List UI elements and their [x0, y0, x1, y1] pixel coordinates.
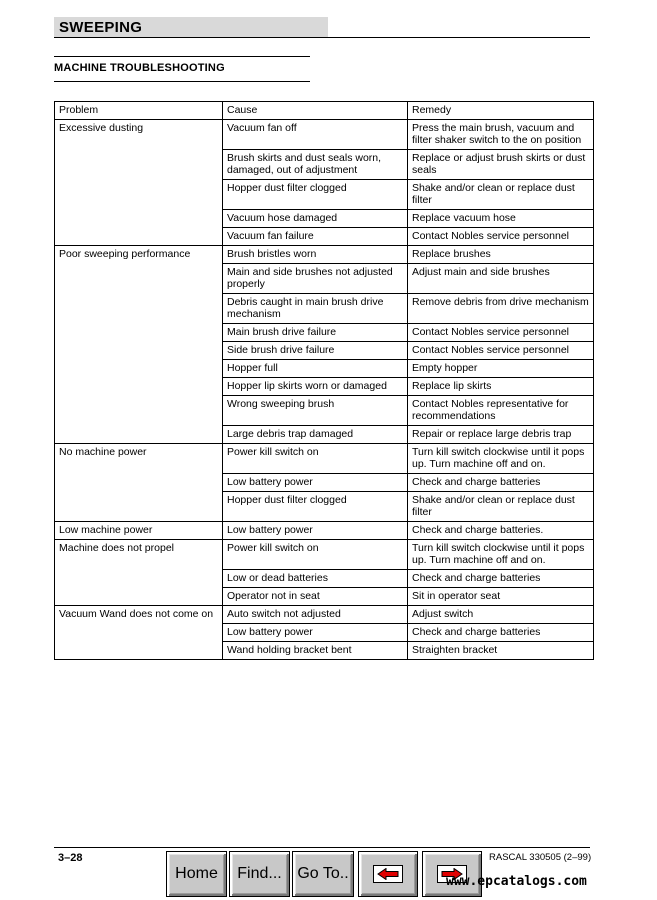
- remedy-cell: Sit in operator seat: [408, 588, 594, 606]
- cause-cell: Brush bristles worn: [223, 246, 408, 264]
- header-remedy: Remedy: [408, 102, 594, 120]
- cause-cell: Hopper lip skirts worn or damaged: [223, 378, 408, 396]
- goto-button[interactable]: [292, 851, 354, 897]
- remedy-cell: Check and charge batteries: [408, 570, 594, 588]
- table-row: [55, 246, 594, 264]
- remedy-cell: Remove debris from drive mechanism: [408, 294, 594, 324]
- cause-cell: Side brush drive failure: [223, 342, 408, 360]
- remedy-cell: Replace vacuum hose: [408, 210, 594, 228]
- remedy-cell: Repair or replace large debris trap: [408, 426, 594, 444]
- remedy-cell: Adjust switch: [408, 606, 594, 624]
- remedy-cell: Replace lip skirts: [408, 378, 594, 396]
- cause-cell: Main brush drive failure: [223, 324, 408, 342]
- table-row: [55, 606, 594, 624]
- cause-cell: Power kill switch on: [223, 444, 408, 474]
- remedy-cell: Shake and/or clean or replace dust filter: [408, 180, 594, 210]
- cause-cell: Large debris trap damaged: [223, 426, 408, 444]
- left-arrow-icon: [373, 865, 403, 883]
- cause-cell: Low battery power: [223, 522, 408, 540]
- home-button[interactable]: [166, 851, 227, 897]
- remedy-cell: Turn kill switch clockwise until it pops up. Turn machine off and on.: [408, 540, 594, 570]
- footer-rule: [54, 847, 590, 848]
- cause-cell: Debris caught in main brush drive mechanism: [223, 294, 408, 324]
- previous-page-button[interactable]: [358, 851, 418, 897]
- section-rule: [54, 37, 590, 38]
- problem-cell: Poor sweeping performance: [55, 246, 223, 444]
- problem-cell: Machine does not propel: [55, 540, 223, 606]
- remedy-cell: Contact Nobles service personnel: [408, 342, 594, 360]
- remedy-cell: Check and charge batteries: [408, 624, 594, 642]
- remedy-cell: Replace brushes: [408, 246, 594, 264]
- cause-cell: Low battery power: [223, 624, 408, 642]
- cause-cell: Brush skirts and dust seals worn, damaged, out of adjustment: [223, 150, 408, 180]
- cause-cell: Operator not in seat: [223, 588, 408, 606]
- remedy-cell: Check and charge batteries: [408, 474, 594, 492]
- cause-cell: Power kill switch on: [223, 540, 408, 570]
- find-button[interactable]: [229, 851, 290, 897]
- remedy-cell: Shake and/or clean or replace dust filter: [408, 492, 594, 522]
- remedy-cell: Contact Nobles representative for recommendations: [408, 396, 594, 426]
- watermark-text: www.epcatalogs.com: [446, 874, 587, 889]
- problem-cell: Excessive dusting: [55, 120, 223, 246]
- cause-cell: Hopper dust filter clogged: [223, 492, 408, 522]
- table-header-row: [55, 102, 594, 120]
- remedy-cell: Press the main brush, vacuum and filter shaker switch to the on position: [408, 120, 594, 150]
- subsection-title: MACHINE TROUBLESHOOTING: [54, 62, 225, 74]
- remedy-cell: Replace or adjust brush skirts or dust seals: [408, 150, 594, 180]
- table-body: [55, 120, 594, 660]
- document-reference: RASCAL 330505 (2–99): [489, 852, 592, 863]
- table-row: [55, 540, 594, 570]
- cause-cell: Wand holding bracket bent: [223, 642, 408, 660]
- problem-cell: Vacuum Wand does not come on: [55, 606, 223, 660]
- table-row: [55, 522, 594, 540]
- table-row: [55, 120, 594, 150]
- section-title: SWEEPING: [59, 19, 143, 36]
- subsection-rule-bottom: [54, 81, 310, 82]
- cause-cell: Vacuum hose damaged: [223, 210, 408, 228]
- remedy-cell: Empty hopper: [408, 360, 594, 378]
- cause-cell: Vacuum fan off: [223, 120, 408, 150]
- cause-cell: Hopper dust filter clogged: [223, 180, 408, 210]
- problem-cell: No machine power: [55, 444, 223, 522]
- cause-cell: Vacuum fan failure: [223, 228, 408, 246]
- remedy-cell: Check and charge batteries.: [408, 522, 594, 540]
- subsection-rule-top: [54, 56, 310, 57]
- table-row: [55, 444, 594, 474]
- header-problem: Problem: [55, 102, 223, 120]
- remedy-cell: Straighten bracket: [408, 642, 594, 660]
- page-number: 3–28: [58, 852, 83, 864]
- cause-cell: Low battery power: [223, 474, 408, 492]
- cause-cell: Main and side brushes not adjusted properly: [223, 264, 408, 294]
- remedy-cell: Adjust main and side brushes: [408, 264, 594, 294]
- goto-button-label: Go To..: [297, 865, 349, 882]
- cause-cell: Hopper full: [223, 360, 408, 378]
- cause-cell: Wrong sweeping brush: [223, 396, 408, 426]
- remedy-cell: Contact Nobles service personnel: [408, 228, 594, 246]
- remedy-cell: Contact Nobles service personnel: [408, 324, 594, 342]
- troubleshooting-table: [54, 101, 594, 660]
- home-button-label: Home: [175, 865, 218, 882]
- find-button-label: Find...: [237, 865, 282, 882]
- header-cause: Cause: [223, 102, 408, 120]
- remedy-cell: Turn kill switch clockwise until it pops up. Turn machine off and on.: [408, 444, 594, 474]
- cause-cell: Auto switch not adjusted: [223, 606, 408, 624]
- problem-cell: Low machine power: [55, 522, 223, 540]
- cause-cell: Low or dead batteries: [223, 570, 408, 588]
